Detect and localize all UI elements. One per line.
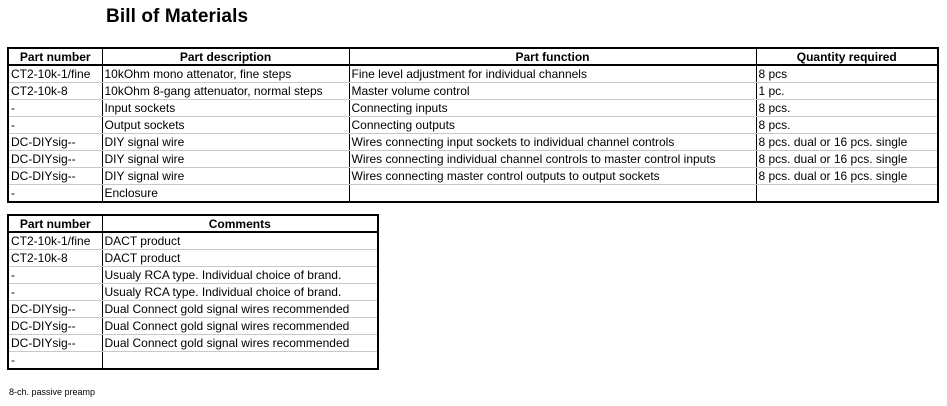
part-number-cell: CT2-10k-8 [8, 83, 102, 100]
part-number-cell: DC-DIYsig-- [8, 335, 102, 352]
part-function-cell: Fine level adjustment for individual channels [349, 65, 756, 83]
table-row [8, 267, 378, 284]
table-row [8, 151, 938, 168]
header-part-number: Part number [8, 215, 102, 232]
part-description-cell: 10kOhm 8-gang attenuator, normal steps [102, 83, 349, 100]
materials-table [7, 47, 939, 203]
part-description-cell: DIY signal wire [102, 168, 349, 185]
comment-cell: Usualy RCA type. Individual choice of brand. [102, 267, 378, 284]
comment-cell [102, 352, 378, 370]
quantity-cell [756, 185, 938, 203]
comment-cell: Usualy RCA type. Individual choice of brand. [102, 284, 378, 301]
part-number-cell: DC-DIYsig-- [8, 151, 102, 168]
part-number-cell: DC-DIYsig-- [8, 301, 102, 318]
materials-header-row [8, 48, 938, 65]
part-number-cell: CT2-10k-1/fine [8, 65, 102, 83]
table-row [8, 134, 938, 151]
header-part-function: Part function [349, 48, 756, 65]
comment-cell: Dual Connect gold signal wires recommended [102, 318, 378, 335]
quantity-cell: 8 pcs. dual or 16 pcs. single [756, 134, 938, 151]
part-number-cell: - [8, 267, 102, 284]
part-function-cell: Connecting inputs [349, 100, 756, 117]
part-function-cell: Wires connecting input sockets to individual channel controls [349, 134, 756, 151]
comments-header-row [8, 215, 378, 232]
part-description-cell: 10kOhm mono attenator, fine steps [102, 65, 349, 83]
header-part-description: Part description [102, 48, 349, 65]
table-row [8, 250, 378, 267]
part-function-cell: Wires connecting individual channel controls to master control inputs [349, 151, 756, 168]
part-description-cell: DIY signal wire [102, 134, 349, 151]
part-number-cell: DC-DIYsig-- [8, 134, 102, 151]
quantity-cell: 8 pcs [756, 65, 938, 83]
quantity-cell: 1 pc. [756, 83, 938, 100]
part-number-cell: - [8, 284, 102, 301]
part-description-cell: Output sockets [102, 117, 349, 134]
part-number-cell: CT2-10k-8 [8, 250, 102, 267]
table-row [8, 65, 938, 83]
table-row [8, 100, 938, 117]
part-number-cell: DC-DIYsig-- [8, 318, 102, 335]
table-row [8, 117, 938, 134]
header-comments: Comments [102, 215, 378, 232]
table-row [8, 301, 378, 318]
table-row [8, 284, 378, 301]
part-number-cell: - [8, 117, 102, 134]
header-part-number: Part number [8, 48, 102, 65]
header-quantity-required: Quantity required [756, 48, 938, 65]
part-function-cell: Wires connecting master control outputs to output sockets [349, 168, 756, 185]
table-row [8, 83, 938, 100]
footnote: 8-ch. passive preamp [9, 387, 96, 397]
part-description-cell: Enclosure [102, 185, 349, 203]
comment-cell: Dual Connect gold signal wires recommended [102, 301, 378, 318]
part-number-cell: - [8, 100, 102, 117]
part-number-cell: CT2-10k-1/fine [8, 232, 102, 250]
table-row [8, 185, 938, 203]
comment-cell: DACT product [102, 250, 378, 267]
part-number-cell: DC-DIYsig-- [8, 168, 102, 185]
comments-table [7, 214, 379, 370]
table-row [8, 318, 378, 335]
part-number-cell: - [8, 185, 102, 203]
part-description-cell: DIY signal wire [102, 151, 349, 168]
table-row [8, 168, 938, 185]
part-number-cell: - [8, 352, 102, 370]
table-row [8, 335, 378, 352]
table-row [8, 232, 378, 250]
table-row [8, 352, 378, 370]
part-function-cell [349, 185, 756, 203]
quantity-cell: 8 pcs. [756, 100, 938, 117]
part-function-cell: Master volume control [349, 83, 756, 100]
part-function-cell: Connecting outputs [349, 117, 756, 134]
quantity-cell: 8 pcs. dual or 16 pcs. single [756, 151, 938, 168]
page-title: Bill of Materials [106, 6, 249, 27]
quantity-cell: 8 pcs. [756, 117, 938, 134]
part-description-cell: Input sockets [102, 100, 349, 117]
quantity-cell: 8 pcs. dual or 16 pcs. single [756, 168, 938, 185]
comment-cell: Dual Connect gold signal wires recommended [102, 335, 378, 352]
comment-cell: DACT product [102, 232, 378, 250]
